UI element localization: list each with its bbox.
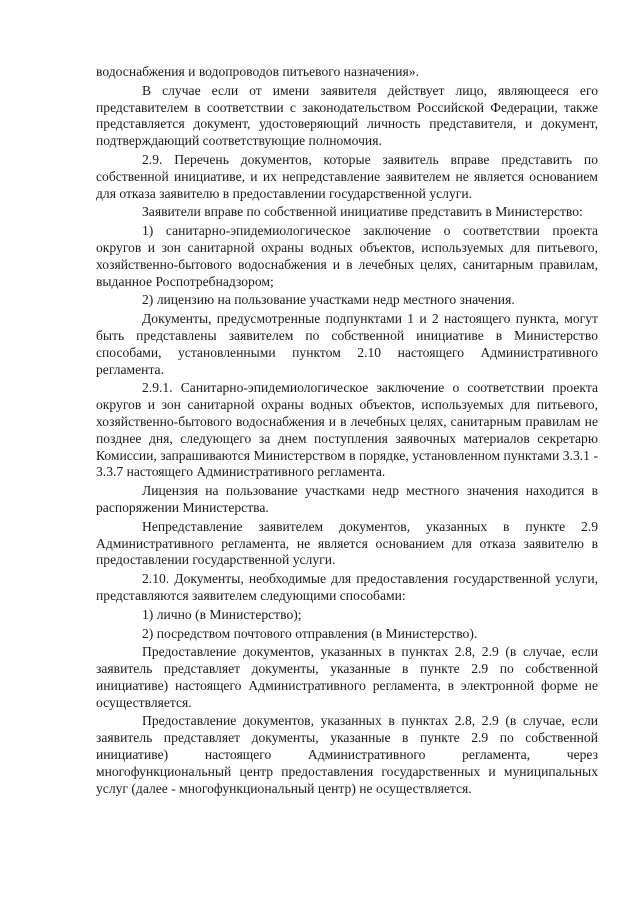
paragraph-mfc: Предоставление документов, указанных в пунктах 2.8, 2.9 (в случае, если заявитель представляет документы, указанные в пункте 2.9 по собственной инициативе) настоящего Административного регламента, через многофункциональный центр предоставления государственных и муниципальных услуг (далее - многофункциональный центр) не осуществляется. bbox=[96, 713, 598, 796]
paragraph-method-post: 2) посредством почтового отправления (в Министерство). bbox=[142, 625, 478, 641]
paragraph-2-9-1: 2.9.1. Санитарно-эпидемиологическое заключение о соответствии проекта округов и зон санитарной охраны водных объектов, используемых для питьевого, хозяйственно-бытового водоснабжения и в лечебных целях, санитарным правилам не позднее дня, следующего за днем поступления заявочных материалов секретарю Комиссии, запрашиваются Министерством в порядке, установленном пунктами 3.3.1 - 3.3.7 настоящего Административного регламента. bbox=[96, 380, 598, 480]
paragraph-applicants-may-submit: Заявители вправе по собственной инициативе представить в Министерство: bbox=[142, 204, 583, 220]
paragraph-2-9: 2.9. Перечень документов, которые заявитель вправе представить по собственной инициативе, и их непредставление заявителем не является основанием для отказа заявителю в предоставлении государственной услуги. bbox=[96, 151, 598, 201]
paragraph-method-in-person: 1) лично (в Министерство); bbox=[142, 606, 302, 622]
paragraph-representative: В случае если от имени заявителя действует лицо, являющееся его представителем в соответствии с законодательством Российской Федерации, также представляется документ, удостоверяющий личность представителя, и документ, подтверждающий соответствующие полномочия. bbox=[96, 82, 598, 149]
paragraph-continuation: водоснабжения и водопроводов питьевого назначения». bbox=[96, 64, 419, 79]
paragraph-2-10: 2.10. Документы, необходимые для предоставления государственной услуги, представляются заявителем следующими способами: bbox=[96, 571, 598, 603]
paragraph-non-submission: Непредставление заявителем документов, указанных в пункте 2.9 Административного регламента, не является основанием для отказа заявителю в предоставлении государственной услуги. bbox=[96, 518, 598, 568]
paragraph-license-possession: Лицензия на пользование участками недр местного значения находится в распоряжении Министерства. bbox=[96, 483, 598, 515]
paragraph-item-1-conclusion: 1) санитарно-эпидемиологическое заключение о соответствии проекта округов и зон санитарной охраны водных объектов, используемых для питьевого, хозяйственно-бытового водоснабжения и в лечебных целях, санитарным правилам, выданное Роспотребнадзором; bbox=[96, 223, 598, 289]
document-body bbox=[96, 64, 598, 799]
paragraph-documents-subparagraphs: Документы, предусмотренные подпунктами 1 и 2 настоящего пункта, могут быть представлены заявителем по собственной инициативе в Министерство способами, установленными пунктом 2.10 настоящего Административного регламента. bbox=[96, 311, 598, 377]
paragraph-item-2-license: 2) лицензию на пользование участками недр местного значения. bbox=[142, 292, 515, 308]
paragraph-electronic-form: Предоставление документов, указанных в пунктах 2.8, 2.9 (в случае, если заявитель представляет документы, указанные в пункте 2.9 по собственной инициативе) настоящего Административного регламента, в электронной форме не осуществляется. bbox=[96, 644, 598, 710]
